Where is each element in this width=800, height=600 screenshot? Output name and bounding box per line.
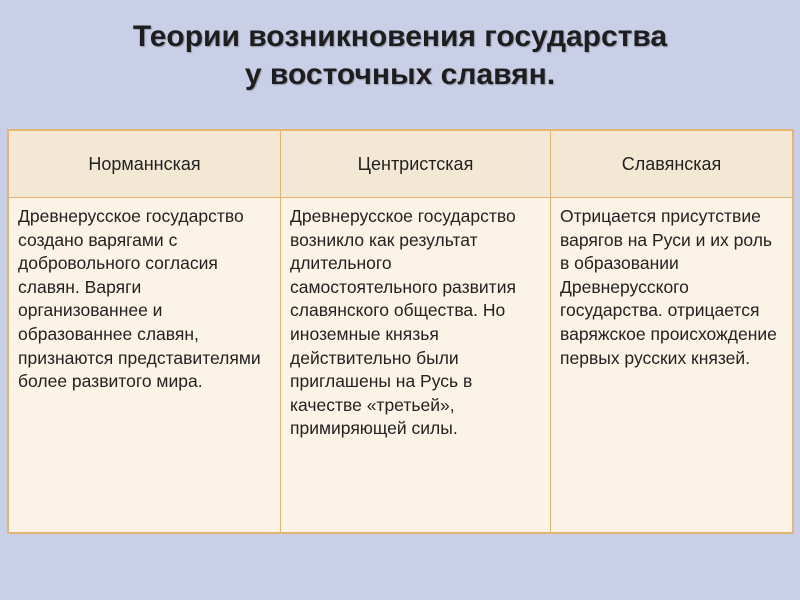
cell-slavic-theory: Отрицается присутствие варягов на Руси и их роль в образовании Древнерусского государства. отрицается варяжское происхождение первых русских князей. (551, 198, 793, 533)
cell-norman-theory: Древнерусское государство создано варягами с добровольного согласия славян. Варяги организованнее и образованнее славян, признаются представителями более развитого мира. (9, 198, 281, 533)
slide-title-line-1: Теории возникновения государства (132, 20, 668, 53)
cell-centrist-theory: Древнерусское государство возникло как результат длительного самостоятельного развития славянского общества. Но иноземные князья действительно были приглашены на Русь в качестве «третьей», примиряющей силы. (281, 198, 551, 533)
slide-title (0, 18, 800, 94)
theories-table (8, 130, 793, 533)
header-slavic-theory: Славянская (551, 131, 793, 198)
table-header-row (9, 131, 793, 198)
slide-title-line-2: у восточных славян. (244, 58, 556, 91)
table-row (9, 198, 793, 533)
header-centrist-theory: Центристская (281, 131, 551, 198)
header-norman-theory: Норманнская (9, 131, 281, 198)
